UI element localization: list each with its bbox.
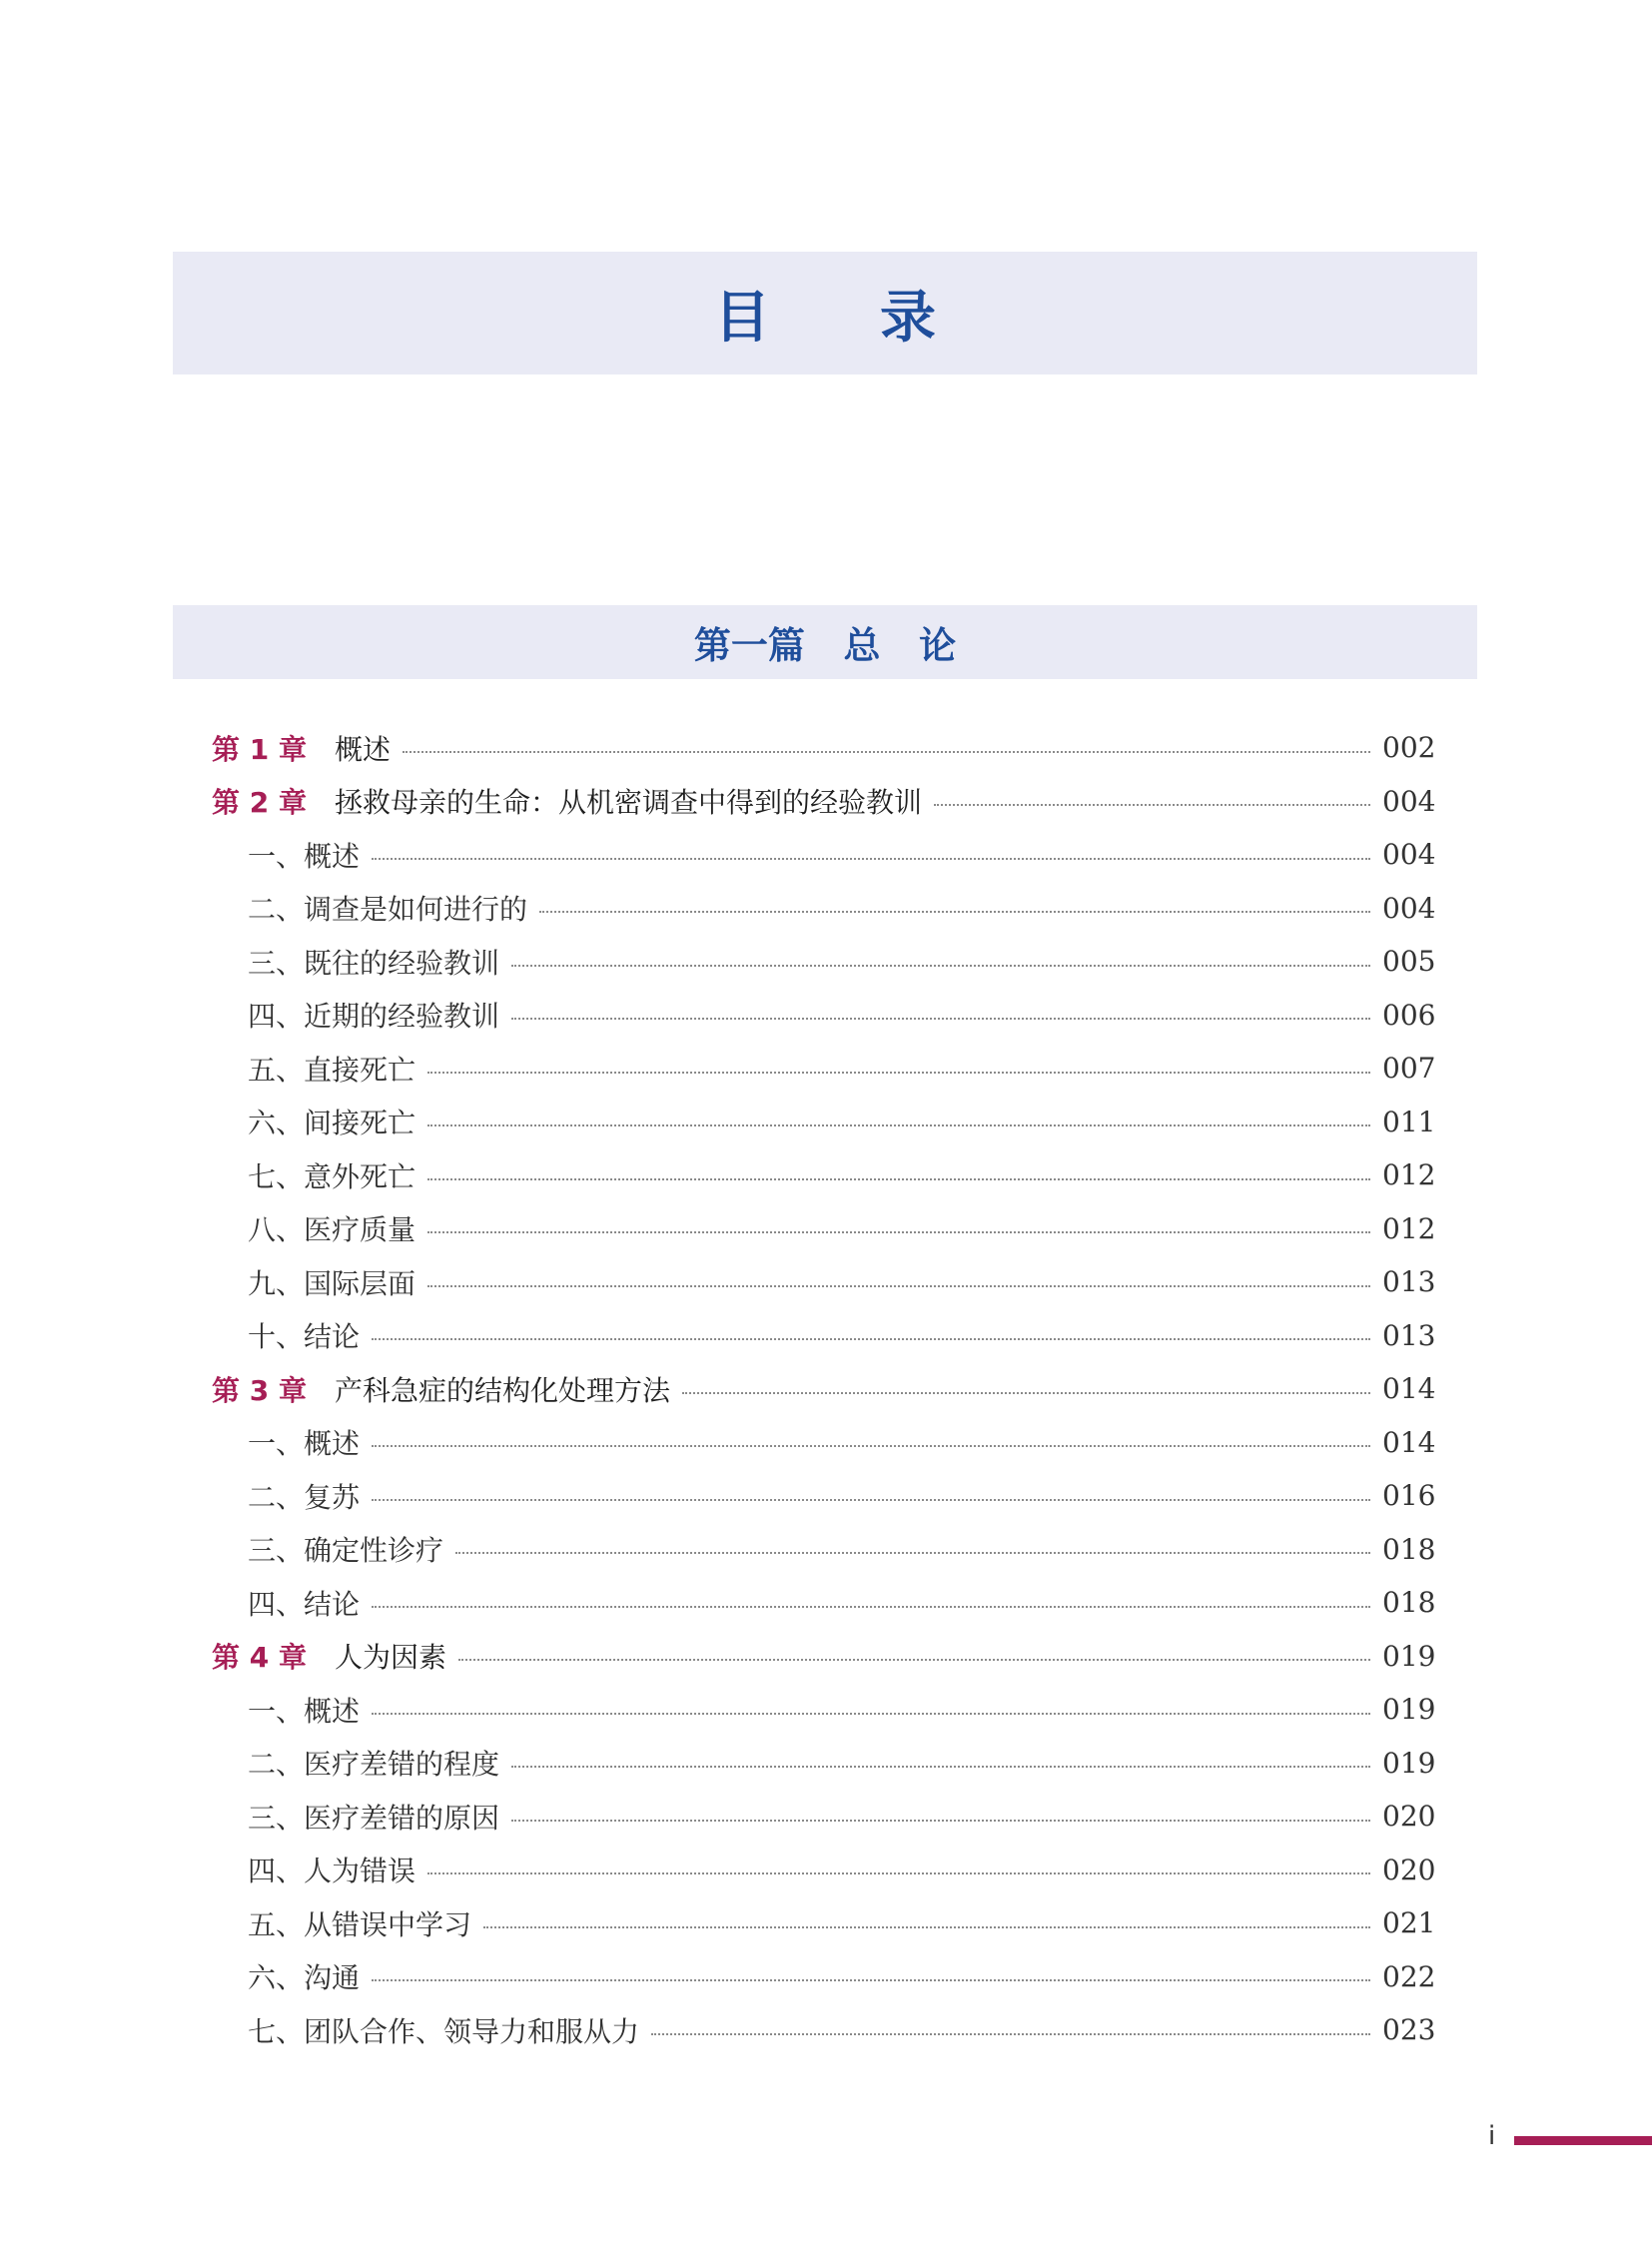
section-title: 四、人为错误 — [248, 1855, 416, 1888]
toc-section-entry[interactable] — [212, 1737, 1436, 1791]
page-ref: 011 — [1382, 1105, 1436, 1138]
toc-section-entry[interactable] — [212, 1950, 1436, 2004]
toc-chapter-entry[interactable] — [212, 775, 1436, 829]
toc-section-entry[interactable] — [212, 1523, 1436, 1577]
toc-section-entry[interactable] — [212, 1309, 1436, 1363]
section-title: 八、医疗质量 — [248, 1213, 416, 1247]
section-title: 三、确定性诊疗 — [248, 1534, 444, 1568]
section-title: 一、概述 — [248, 839, 361, 873]
dot-leader — [372, 1713, 1370, 1715]
section-title: 一、概述 — [248, 1694, 361, 1728]
section-title: 六、间接死亡 — [248, 1107, 416, 1140]
toc-section-entry[interactable] — [212, 1416, 1436, 1470]
page-title: 目录 — [714, 285, 1046, 351]
part-title-band — [173, 605, 1477, 679]
page-ref: 002 — [1382, 731, 1436, 765]
dot-leader — [427, 1072, 1370, 1074]
dot-leader — [455, 1552, 1370, 1554]
dot-leader — [372, 858, 1370, 860]
section-title: 二、调查是如何进行的 — [248, 893, 528, 927]
dot-leader — [427, 1231, 1370, 1233]
chapter-title: 产科急症的结构化处理方法 — [334, 1373, 670, 1407]
page-ref: 007 — [1382, 1052, 1436, 1086]
page-ref: 016 — [1382, 1479, 1436, 1513]
dot-leader — [483, 1926, 1370, 1928]
toc-section-entry[interactable] — [212, 1683, 1436, 1737]
chapter-title: 拯救母亲的生命：从机密调查中得到的经验教训 — [334, 786, 922, 820]
dot-leader — [511, 1820, 1370, 1822]
page-ref: 021 — [1382, 1906, 1436, 1940]
toc-section-entry[interactable] — [212, 1896, 1436, 1950]
section-title: 四、结论 — [248, 1587, 361, 1621]
toc-section-entry[interactable] — [212, 1042, 1436, 1096]
section-title: 五、直接死亡 — [248, 1053, 416, 1087]
page-number: i — [1488, 2121, 1496, 2151]
section-title: 三、既往的经验教训 — [248, 946, 500, 980]
page-ref: 014 — [1382, 1372, 1436, 1406]
chapter-number: 第 2 章 — [212, 786, 307, 820]
page-ref: 004 — [1382, 891, 1436, 925]
page-ref: 019 — [1382, 1746, 1436, 1780]
chapter-number: 第 3 章 — [212, 1373, 307, 1407]
toc-section-entry[interactable] — [212, 2003, 1436, 2057]
dot-leader — [372, 1979, 1370, 1981]
dot-leader — [372, 1499, 1370, 1501]
toc-section-entry[interactable] — [212, 1255, 1436, 1309]
dot-leader — [651, 2033, 1370, 2035]
page-ref: 020 — [1382, 1853, 1436, 1886]
page-ref: 020 — [1382, 1800, 1436, 1834]
dot-leader — [403, 751, 1370, 753]
page-ref: 014 — [1382, 1425, 1436, 1459]
toc-section-entry[interactable] — [212, 1469, 1436, 1523]
section-title: 六、沟通 — [248, 1961, 361, 1995]
page-ref: 005 — [1382, 945, 1436, 979]
section-title: 一、概述 — [248, 1427, 361, 1461]
toc-section-entry[interactable] — [212, 1844, 1436, 1897]
toc-section-entry[interactable] — [212, 1202, 1436, 1256]
toc-chapter-entry[interactable] — [212, 721, 1436, 775]
dot-leader — [458, 1659, 1370, 1661]
section-title: 九、国际层面 — [248, 1266, 416, 1300]
toc-chapter-entry[interactable] — [212, 1630, 1436, 1684]
page-ref: 004 — [1382, 838, 1436, 872]
folio-accent-bar — [1514, 2136, 1652, 2145]
chapter-title: 人为因素 — [334, 1641, 446, 1675]
toc-section-entry[interactable] — [212, 935, 1436, 989]
section-title: 四、近期的经验教训 — [248, 1000, 500, 1034]
dot-leader — [427, 1872, 1370, 1874]
dot-leader — [539, 911, 1370, 913]
toc-title-band — [173, 252, 1477, 374]
toc-section-entry[interactable] — [212, 1790, 1436, 1844]
toc-section-entry[interactable] — [212, 1096, 1436, 1149]
section-title: 七、意外死亡 — [248, 1159, 416, 1193]
dot-leader — [427, 1124, 1370, 1126]
section-title: 三、医疗差错的原因 — [248, 1801, 500, 1835]
dot-leader — [372, 1606, 1370, 1608]
section-title: 五、从错误中学习 — [248, 1907, 472, 1941]
page-ref: 013 — [1382, 1318, 1436, 1352]
page-ref: 018 — [1382, 1586, 1436, 1620]
page-ref: 022 — [1382, 1959, 1436, 1993]
dot-leader — [372, 1445, 1370, 1447]
page-ref: 012 — [1382, 1158, 1436, 1192]
page-ref: 019 — [1382, 1639, 1436, 1673]
dot-leader — [511, 965, 1370, 967]
dot-leader — [427, 1178, 1370, 1180]
toc-section-entry[interactable] — [212, 989, 1436, 1043]
page-ref: 012 — [1382, 1211, 1436, 1245]
chapter-title: 概述 — [334, 732, 391, 766]
dot-leader — [372, 1338, 1370, 1340]
toc-section-entry[interactable] — [212, 828, 1436, 882]
page-ref: 019 — [1382, 1693, 1436, 1727]
toc-section-entry[interactable] — [212, 882, 1436, 936]
chapter-number: 第 4 章 — [212, 1641, 307, 1675]
page-ref: 018 — [1382, 1532, 1436, 1566]
page-ref: 013 — [1382, 1265, 1436, 1299]
section-title: 七、团队合作、领导力和服从力 — [248, 2014, 640, 2048]
table-of-contents — [212, 721, 1436, 2057]
dot-leader — [934, 804, 1370, 806]
dot-leader — [682, 1392, 1370, 1394]
section-title: 十、结论 — [248, 1320, 361, 1354]
page-ref: 023 — [1382, 2013, 1436, 2047]
part-title: 第一篇 总 论 — [693, 624, 957, 667]
dot-leader — [427, 1285, 1370, 1287]
toc-section-entry[interactable] — [212, 1148, 1436, 1202]
page-ref: 006 — [1382, 998, 1436, 1032]
toc-section-entry[interactable] — [212, 1576, 1436, 1630]
dot-leader — [511, 1766, 1370, 1768]
chapter-number: 第 1 章 — [212, 732, 307, 766]
dot-leader — [511, 1018, 1370, 1020]
section-title: 二、复苏 — [248, 1480, 361, 1514]
page-ref: 004 — [1382, 784, 1436, 818]
section-title: 二、医疗差错的程度 — [248, 1748, 500, 1782]
toc-chapter-entry[interactable] — [212, 1362, 1436, 1416]
